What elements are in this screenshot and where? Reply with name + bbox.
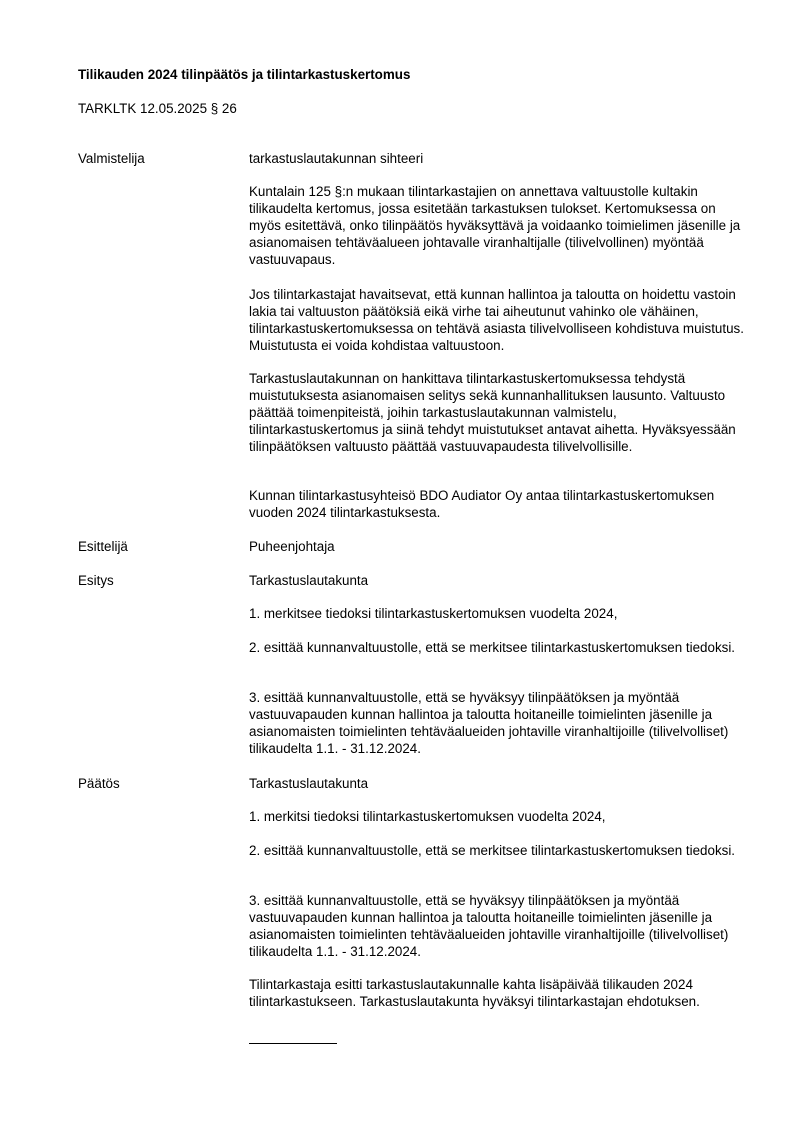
section-label-esittelija: Esittelijä	[78, 539, 128, 554]
valmistelija-paragraph-4: Kunnan tilintarkastusyhteisö BDO Audiator Oy antaa tilintarkastuskertomuksen vuoden 2024 tilintarkastuksesta.	[249, 488, 715, 520]
paatos-item-3: 3. esittää kunnanvaltuustolle, että se hyväksyy tilinpäätöksen ja myöntää vastuuvapauden kunnan hallintoa ja taloutta hoitaneille toimielinten jäsenille ja asianomaisten toimielinten tehtäväalueiden johtaville viranhaltijoille (tilivelvolliset) tilikaudelta 1.1. - 31.12.2024.	[249, 893, 729, 959]
paatos-body: Tarkastuslautakunta	[249, 776, 369, 791]
signature-line	[249, 1043, 337, 1044]
presenter-value: Puheenjohtaja	[249, 539, 335, 554]
valmistelija-paragraph-2: Jos tilintarkastajat havaitsevat, että kunnan hallintoa ja taloutta on hoidettu vastoin lakia tai valtuuston päätöksiä eikä virhe tai aiheutunut vahinko ole vähäinen, tilintarkastuskertomuksessa on tehtävä asiasta tilivelvolliseen kohdistuva muistutus. Muistutusta ei voida kohdistaa valtuustoon.	[249, 287, 744, 353]
valmistelija-paragraph-3: Tarkastuslautakunnan on hankittava tilintarkastuskertomuksessa tehdystä muistutuksesta asianomaisen selitys sekä kunnanhallituksen lausunto. Valtuusto päättää toimenpiteistä, joihin tarkastuslautakunnan valmistelu, tilintarkastuskertomus ja siinä tehdyt muistutukset antavat aihetta. Hyväksyessään tilinpäätöksen valtuusto päättää vastuuvapaudesta tilivelvollisille.	[249, 371, 736, 454]
section-label-valmistelija: Valmistelija	[78, 151, 145, 166]
section-label-paatos: Päätös	[78, 776, 120, 791]
paatos-item-1: 1. merkitsi tiedoksi tilintarkastuskertomuksen vuodelta 2024,	[249, 809, 606, 824]
preparer-value: tarkastuslautakunnan sihteeri	[249, 151, 424, 166]
document-title: Tilikauden 2024 tilinpäätös ja tilintarkastuskertomus	[78, 67, 411, 82]
esitys-item-1: 1. merkitsee tiedoksi tilintarkastuskertomuksen vuodelta 2024,	[249, 606, 618, 621]
meeting-reference: TARKLTK 12.05.2025 § 26	[78, 101, 237, 116]
valmistelija-paragraph-1: Kuntalain 125 §:n mukaan tilintarkastajien on annettava valtuustolle kultakin tilikaudelta kertomus, jossa esitetään tarkastuksen tulokset. Kertomuksessa on myös esitettävä, onko tilinpäätös hyväksyttävä ja voidaanko toimielimen jäsenille ja asianomaisen tehtäväalueen johtavalle viranhaltijalle (tilivelvollinen) myöntää vastuuvapaus.	[249, 184, 741, 267]
esitys-item-3: 3. esittää kunnanvaltuustolle, että se hyväksyy tilinpäätöksen ja myöntää vastuuvapauden kunnan hallintoa ja taloutta hoitaneille toimielinten jäsenille ja asianomaisten toimielinten tehtäväalueiden johtaville viranhaltijoille (tilivelvolliset) tilikaudelta 1.1. - 31.12.2024.	[249, 690, 729, 756]
esitys-item-2: 2. esittää kunnanvaltuustolle, että se merkitsee tilintarkastuskertomuksen tiedoksi.	[249, 640, 736, 655]
paatos-note: Tilintarkastaja esitti tarkastuslautakunnalle kahta lisäpäivää tilikauden 2024 tilintarkastukseen. Tarkastuslautakunta hyväksyi tilintarkastajan ehdotuksen.	[249, 977, 700, 1009]
esitys-body: Tarkastuslautakunta	[249, 573, 369, 588]
section-label-esitys: Esitys	[78, 573, 114, 588]
paatos-item-2: 2. esittää kunnanvaltuustolle, että se merkitsee tilintarkastuskertomuksen tiedoksi.	[249, 843, 736, 858]
